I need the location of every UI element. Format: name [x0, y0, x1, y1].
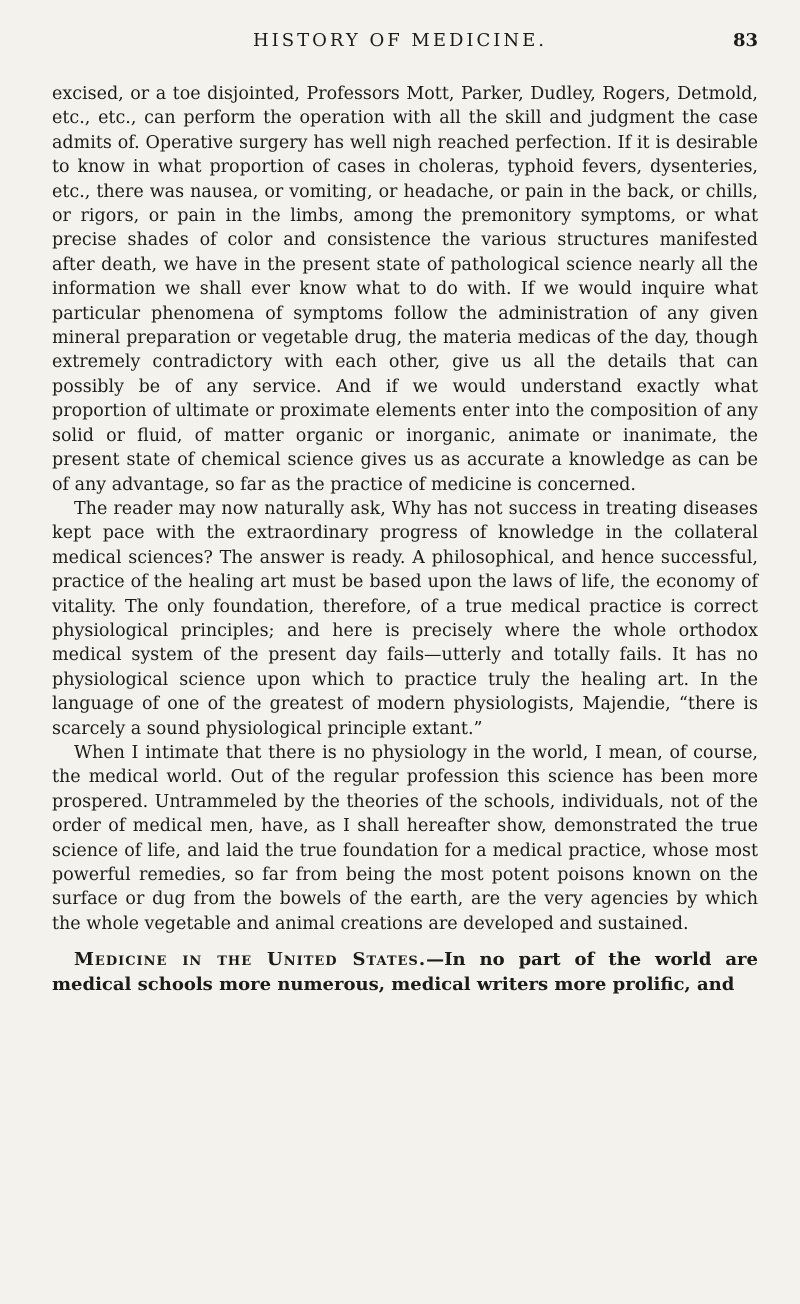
paragraph-2: The reader may now naturally ask, Why has not success in treating diseases kept pace with the extraordinary progress of knowledge in the collateral medical sciences? The answer is ready. A philosophical, and hence successful, practice of the healing art must be based upon the laws of life, the economy of vitality. The only foundation, therefore, of a true medical practice is correct physiological principles; and here is precisely where the whole orthodox medical system of the present day fails—utterly and totally fails. It has no physiological science upon which to practice truly the healing art. In the language of one of the greatest of modern physiologists, Majendie, “there is scarcely a sound physiological principle extant.”	[52, 498, 758, 739]
running-head	[0, 30, 800, 60]
paragraph-3: When I intimate that there is no physiology in the world, I mean, of course, the medical world. Out of the regular profession this science has been more prospered. Untrammeled by the theories of the schools, individuals, not of the order of medical men, have, as I shall hereafter show, demonstrated the true science of life, and laid the true foundation for a medical practice, whose most powerful remedies, so far from being the most potent poisons known on the surface or dug from the bowels of the earth, are the very agencies by which the whole vegetable and animal creations are developed and sustained.	[52, 742, 758, 934]
section-heading: Medicine in the United States.	[74, 949, 427, 971]
page-number: 83	[732, 30, 758, 51]
section-paragraph	[52, 948, 758, 997]
running-title: HISTORY OF MEDICINE.	[252, 30, 548, 51]
paragraph-1: excised, or a toe disjointed, Professors Mott, Parker, Dudley, Rogers, Detmold, etc., etc., can perform the operation with all the skill and judgment the case admits of. Operative surgery has well nigh reached perfection. If it is desirable to know in what proportion of cases in choleras, typhoid fevers, dysenteries, etc., there was nausea, or vomiting, or headache, or pain in the back, or chills, or rigors, or pain in the limbs, among the premonitory symptoms, or what precise shades of color and consistence the various structures manifested after death, we have in the present state of pathological science nearly all the information we shall ever know what to do with. If we would inquire what particular phenomena of symptoms follow the administration of any given mineral preparation or vegetable drug, the materia medicas of the day, though extremely contradictory with each other, give us all the details that can possibly be of any service. And if we would understand exactly what proportion of ultimate or proximate elements enter into the composition of any solid or fluid, of matter organic or inorganic, animate or inanimate, the present state of chemical science gives us as accurate a knowledge as can be of any advantage, so far as the practice of medicine is concerned.	[52, 84, 758, 495]
body-text	[52, 82, 758, 997]
section-text: —In no part of the world are medical schools more numerous, medical writers more prolific, and	[52, 949, 758, 995]
